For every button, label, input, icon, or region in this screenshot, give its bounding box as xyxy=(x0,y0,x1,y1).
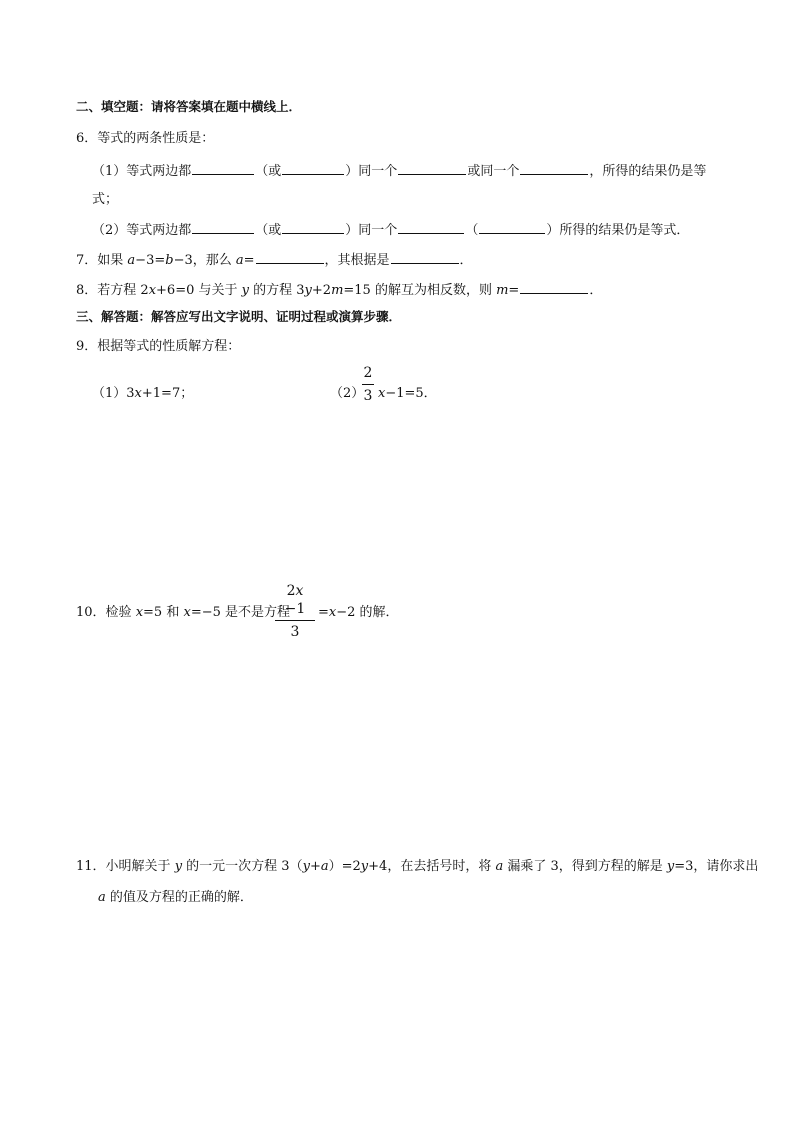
var: y xyxy=(666,859,675,874)
fraction-bar xyxy=(275,620,315,621)
text: （或 xyxy=(255,223,282,238)
var: y xyxy=(302,859,310,874)
text: +1=7； xyxy=(141,386,194,401)
answer-blank[interactable] xyxy=(391,249,459,264)
question-9-part-2-rest xyxy=(378,385,437,403)
text: + xyxy=(309,859,321,874)
text: 11．小明解关于 xyxy=(76,859,175,874)
text: −3，那么 xyxy=(173,253,236,268)
answer-blank[interactable] xyxy=(398,219,464,234)
answer-blank[interactable] xyxy=(192,160,254,175)
text: =5 和 xyxy=(143,605,184,620)
denominator: 3 xyxy=(363,388,373,404)
answer-blank[interactable] xyxy=(282,160,344,175)
section-2-title: 二、填空题：请将答案填在题中横线上． xyxy=(76,99,302,114)
question-11-line-1 xyxy=(76,858,758,876)
question-9-part-1 xyxy=(92,385,193,403)
var: x xyxy=(134,386,142,401)
text: 10．检验 xyxy=(76,605,136,620)
answer-blank[interactable] xyxy=(282,219,344,234)
question-6-intro: 6．等式的两条性质是： xyxy=(76,131,215,146)
text: ． xyxy=(589,283,603,298)
var: x xyxy=(148,283,157,298)
answer-blank[interactable] xyxy=(520,279,588,294)
text: −3= xyxy=(135,253,166,268)
text: = xyxy=(243,253,255,268)
denominator: 3 xyxy=(290,624,300,640)
var: x xyxy=(295,583,304,599)
numerator xyxy=(275,582,315,618)
text: ，所得的结果仍是等 xyxy=(589,164,707,179)
text: −1=5． xyxy=(385,386,437,401)
text: 或同一个 xyxy=(467,164,520,179)
text: 7．如果 xyxy=(76,253,128,268)
text: ）同一个 xyxy=(345,223,398,238)
text: −2 的解． xyxy=(336,605,399,620)
question-11-line-2 xyxy=(98,889,253,907)
var: y xyxy=(241,283,249,298)
var: m xyxy=(331,283,344,298)
question-9-part-2-label: （2） xyxy=(330,386,365,401)
text: =3，请你求出 xyxy=(674,859,759,874)
text: 8．若方程 2 xyxy=(76,283,149,298)
question-10 xyxy=(76,604,290,622)
text: （1）等式两边都 xyxy=(92,164,192,179)
var: a xyxy=(320,859,329,874)
text: =15 的解互为相反数，则 xyxy=(343,283,497,298)
var: x xyxy=(378,386,386,401)
text: =−5 是不是方程 xyxy=(190,605,291,620)
var: m xyxy=(496,283,509,298)
text: （ xyxy=(465,223,479,238)
var: y xyxy=(304,283,312,298)
question-6-part-1-cont: 式； xyxy=(92,192,119,207)
fraction-two-thirds xyxy=(362,364,374,405)
numerator: 2 xyxy=(363,365,373,381)
text: 漏乘了 3，得到方程的解是 xyxy=(503,859,667,874)
question-7 xyxy=(76,249,473,270)
text: （2）等式两边都 xyxy=(92,223,192,238)
text: （1）3 xyxy=(92,386,135,401)
text: = xyxy=(318,605,329,620)
var: b xyxy=(165,253,174,268)
answer-blank[interactable] xyxy=(256,249,324,264)
question-10-rest xyxy=(318,604,399,622)
text: 的方程 3 xyxy=(248,283,305,298)
text: 的一元一次方程 3（ xyxy=(182,859,303,874)
var: x xyxy=(135,605,144,620)
section-3-title: 三、解答题：解答应写出文字说明、证明过程或演算步骤． xyxy=(76,309,402,324)
fraction-2x-minus-1-over-3 xyxy=(275,582,315,641)
text: +2 xyxy=(311,283,332,298)
var: a xyxy=(127,253,136,268)
answer-blank[interactable] xyxy=(520,160,588,175)
question-6-part-2 xyxy=(92,219,689,240)
text: ）同一个 xyxy=(345,164,398,179)
var: x xyxy=(328,605,337,620)
var: a xyxy=(98,890,106,905)
fraction-bar xyxy=(362,384,374,385)
text: ）所得的结果仍是等式． xyxy=(546,223,690,238)
text: +6=0 与关于 xyxy=(156,283,242,298)
text: +4，在去括号时，将 xyxy=(368,859,496,874)
text: （或 xyxy=(255,164,282,179)
var: x xyxy=(183,605,191,620)
var: y xyxy=(174,859,183,874)
text: ）=2 xyxy=(328,859,361,874)
var: a xyxy=(495,859,504,874)
text: = xyxy=(508,283,520,298)
answer-blank[interactable] xyxy=(479,219,545,234)
text: 2 xyxy=(286,583,296,599)
var: y xyxy=(360,859,369,874)
question-8 xyxy=(76,279,602,300)
text: 的值及方程的正确的解． xyxy=(105,890,253,905)
var: a xyxy=(235,253,244,268)
text: −1 xyxy=(284,601,306,617)
question-6-part-1 xyxy=(92,160,706,181)
answer-blank[interactable] xyxy=(398,160,466,175)
text: ，其根据是 xyxy=(324,253,390,268)
answer-blank[interactable] xyxy=(192,219,254,234)
question-9-intro: 9．根据等式的性质解方程： xyxy=(76,339,241,354)
text: ． xyxy=(459,253,473,268)
